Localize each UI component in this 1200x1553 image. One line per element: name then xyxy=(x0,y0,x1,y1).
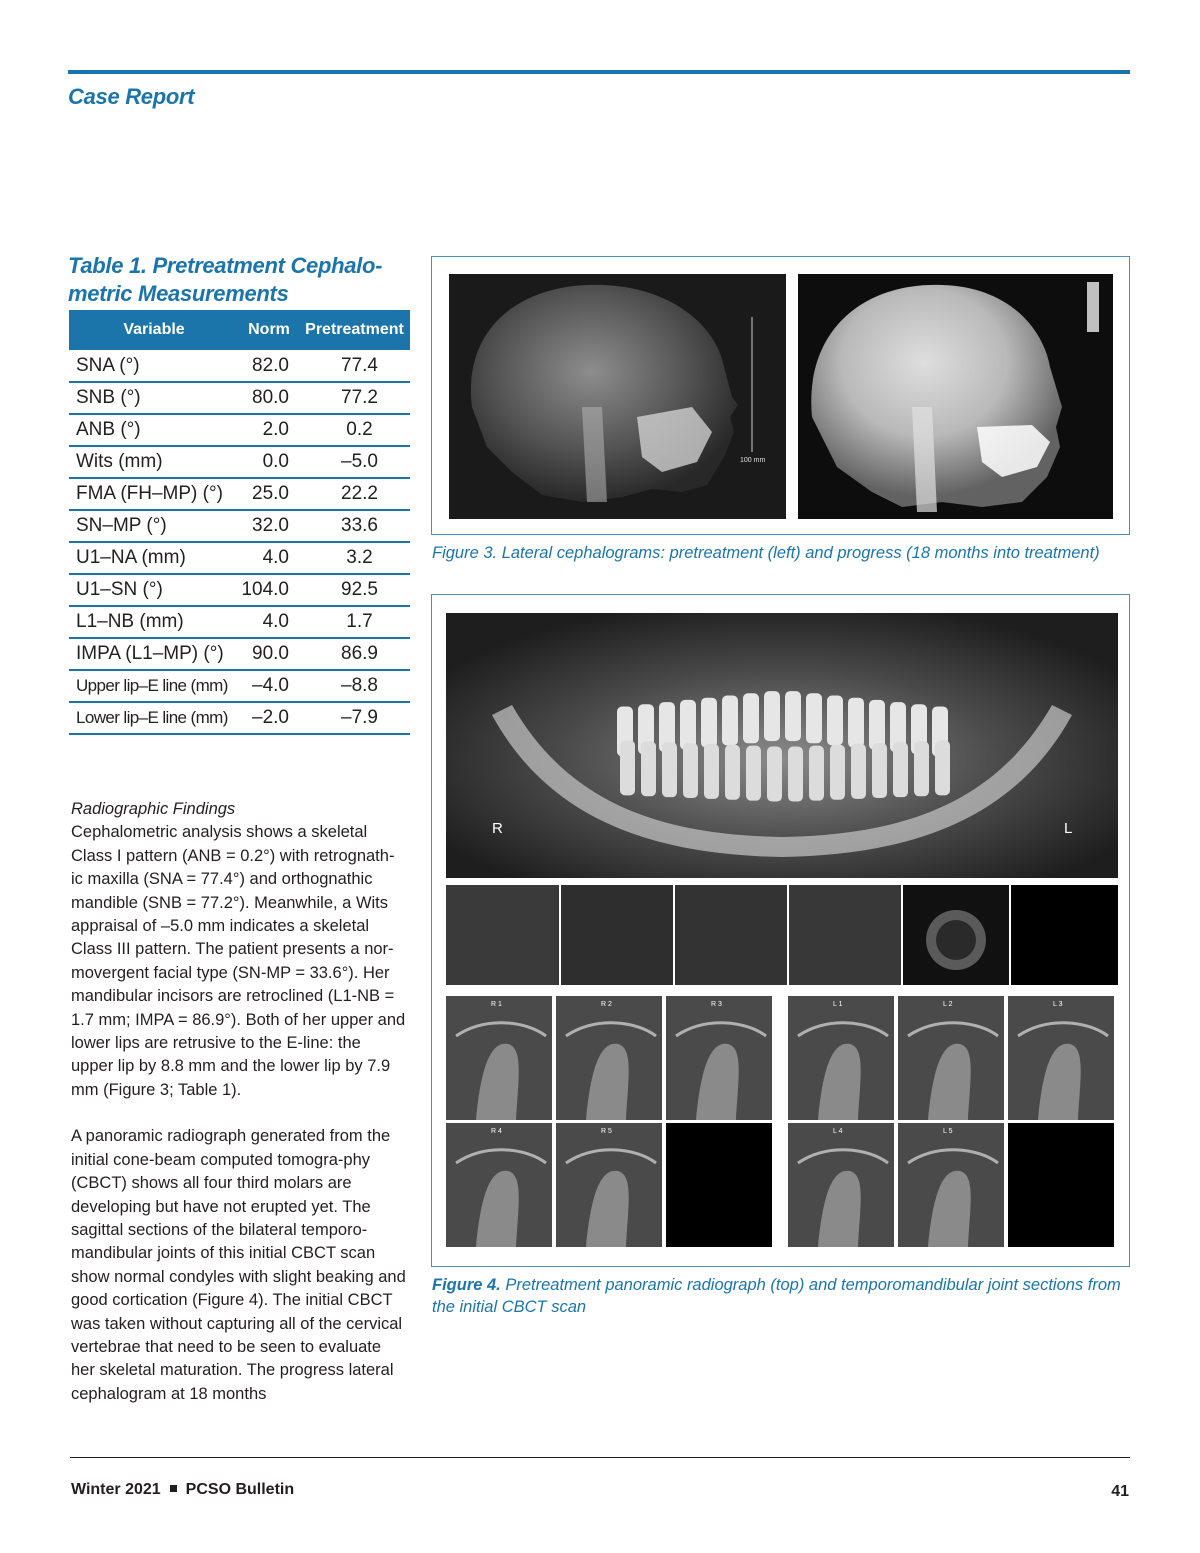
footer-issue: Winter 2021 xyxy=(71,1481,161,1498)
lower-tooth xyxy=(620,740,635,795)
table-row xyxy=(69,478,410,510)
table-row xyxy=(69,670,410,702)
table-row xyxy=(69,382,410,414)
table-row xyxy=(69,574,410,606)
progress-cephalogram xyxy=(798,274,1113,519)
cell-pretreatment: –5.0 xyxy=(299,446,410,478)
cell-variable: U1–SN (°) xyxy=(69,574,239,606)
tmj-section-label: R 5 xyxy=(601,1128,612,1135)
cell-norm: 4.0 xyxy=(239,542,299,574)
cell-variable: L1–NB (mm) xyxy=(69,606,239,638)
column-header-variable: Variable xyxy=(69,310,239,350)
tmj-section-label: L 3 xyxy=(1053,1001,1063,1008)
upper-tooth xyxy=(743,693,759,743)
upper-tooth xyxy=(764,691,780,741)
upper-tooth xyxy=(869,700,885,750)
upper-tooth xyxy=(848,698,864,748)
cell-pretreatment: 77.2 xyxy=(299,382,410,414)
table-header-row xyxy=(69,310,410,350)
tmj-section-label: L 5 xyxy=(943,1128,953,1135)
tmj-panel xyxy=(898,1123,1004,1247)
figure-4-caption-text: Pretreatment panoramic radiograph (top) and temporomandibular joint sections from the initial CBCT scan xyxy=(432,1276,1121,1316)
cell-variable: U1–NA (mm) xyxy=(69,542,239,574)
cell-norm: 82.0 xyxy=(239,350,299,382)
cell-norm: 25.0 xyxy=(239,478,299,510)
table-row xyxy=(69,606,410,638)
tmj-sections xyxy=(446,996,1114,1247)
tmj-section-label: R 1 xyxy=(491,1001,502,1008)
lower-tooth xyxy=(683,743,698,798)
lower-tooth xyxy=(914,741,929,796)
tmj-section-label: L 2 xyxy=(943,1001,953,1008)
cell-norm: –2.0 xyxy=(239,702,299,734)
upper-tooth xyxy=(806,693,822,743)
table-row xyxy=(69,542,410,574)
cell-pretreatment: 33.6 xyxy=(299,510,410,542)
cell-pretreatment: 86.9 xyxy=(299,638,410,670)
table-row xyxy=(69,350,410,382)
tmj-panel xyxy=(666,996,772,1120)
figure-3-caption: Figure 3. Lateral cephalograms: pretreatment (left) and progress (18 months into treatment) xyxy=(432,544,1100,562)
cell-norm: 104.0 xyxy=(239,574,299,606)
upper-tooth xyxy=(785,691,801,741)
table-title: Table 1. Pretreatment Cephalo-metric Measurements xyxy=(68,253,383,306)
tmj-panel xyxy=(788,1123,894,1247)
cell-variable: SNA (°) xyxy=(69,350,239,382)
tmj-section-label: L 1 xyxy=(833,1001,843,1008)
cell-norm: 80.0 xyxy=(239,382,299,414)
page-number: 41 xyxy=(1111,1483,1129,1500)
lower-tooth xyxy=(662,742,677,797)
cell-pretreatment: 92.5 xyxy=(299,574,410,606)
tmj-panel xyxy=(446,1123,552,1247)
upper-tooth xyxy=(827,696,843,746)
tmj-panel-empty xyxy=(666,1123,772,1247)
cell-variable: Wits (mm) xyxy=(69,446,239,478)
cell-variable: Lower lip–E line (mm) xyxy=(69,702,239,734)
column-header-norm: Norm xyxy=(239,310,299,350)
footer-rule xyxy=(70,1457,1130,1458)
figure-4-caption-label: Figure 4. xyxy=(432,1276,501,1294)
tmj-panel xyxy=(898,996,1004,1120)
upper-tooth xyxy=(722,696,738,746)
footer-issue-line xyxy=(71,1481,294,1499)
lower-tooth xyxy=(788,747,803,802)
tmj-panel xyxy=(1008,996,1114,1120)
figure-4-radiographs xyxy=(432,595,1128,1265)
column-header-pretreatment: Pretreatment xyxy=(299,310,410,350)
figure-4-caption xyxy=(432,1274,1132,1318)
tmj-section-label: R 4 xyxy=(491,1128,502,1135)
cell-norm: 4.0 xyxy=(239,606,299,638)
cell-pretreatment: –7.9 xyxy=(299,702,410,734)
table-row xyxy=(69,702,410,734)
table-row xyxy=(69,446,410,478)
cbct-reference-views xyxy=(446,885,1118,985)
cell-norm: 2.0 xyxy=(239,414,299,446)
cell-pretreatment: 77.4 xyxy=(299,350,410,382)
body-text-column xyxy=(71,798,406,1406)
lower-tooth xyxy=(641,741,656,796)
lower-tooth xyxy=(725,745,740,800)
cell-norm: 0.0 xyxy=(239,446,299,478)
table-row xyxy=(69,510,410,542)
lower-tooth xyxy=(872,743,887,798)
section-label: Case Report xyxy=(68,84,195,109)
cell-pretreatment: –8.8 xyxy=(299,670,410,702)
tmj-panel xyxy=(788,996,894,1120)
header-rule xyxy=(68,70,1130,74)
cell-norm: 32.0 xyxy=(239,510,299,542)
tmj-section-label: L 4 xyxy=(833,1128,843,1135)
tmj-panel-empty xyxy=(1008,1123,1114,1247)
lower-tooth xyxy=(851,744,866,799)
pretreatment-cephalogram xyxy=(449,274,786,519)
tmj-panel xyxy=(446,996,552,1120)
cell-pretreatment: 1.7 xyxy=(299,606,410,638)
table-row xyxy=(69,638,410,670)
lower-tooth xyxy=(767,747,782,802)
cephalometric-table xyxy=(69,310,410,735)
upper-tooth xyxy=(680,700,696,750)
subheading-radiographic-findings: Radiographic Findings xyxy=(71,800,236,818)
upper-tooth xyxy=(701,698,717,748)
cell-variable: ANB (°) xyxy=(69,414,239,446)
tmj-section-label: R 3 xyxy=(711,1001,722,1008)
tmj-panel xyxy=(556,996,662,1120)
cell-norm: –4.0 xyxy=(239,670,299,702)
lower-tooth xyxy=(935,740,950,795)
paragraph-cephalometric: Cephalometric analysis shows a skeletal Class I pattern (ANB = 0.2°) with retrognath-ic maxilla (SNA = 77.4°) and orthognathic mandible (SNB = 77.2°). Meanwhile, a Wits appraisal of –5.0 mm indicates a skeletal Class III pattern. The patient presents a nor-movergent facial type (SN-MP = 33.6°). Her mandibular incisors are retroclined (L1-NB = 1.7 mm; IMPA = 86.9°). Both of her upper and lower lips are retrusive to the E-line: the upper lip by 8.8 mm and the lower lip by 7.9 mm (Figure 3; Table 1). xyxy=(71,823,406,1099)
panoramic-radiograph xyxy=(446,613,1118,878)
table-body xyxy=(69,350,410,734)
cell-variable: Upper lip–E line (mm) xyxy=(69,670,239,702)
footer-publication: PCSO Bulletin xyxy=(185,1481,295,1498)
scale-label: 100 mm xyxy=(740,457,766,464)
figure-3-frame xyxy=(431,256,1130,535)
paragraph-panoramic: A panoramic radiograph generated from the initial cone-beam computed tomogra-phy (CBCT) shows all four third molars are developing but have not erupted yet. The sagittal sections of the bilateral temporo-mandibular joints of this initial CBCT scan show normal condyles with slight beaking and good cortication (Figure 4). The initial CBCT was taken without capturing all of the cervical vertebrae that need to be seen to evaluate her skeletal maturation. The progress lateral cephalogram at 18 months xyxy=(71,1127,406,1403)
pano-right-side-label: R xyxy=(492,820,503,837)
figure-4-frame xyxy=(431,594,1130,1267)
lower-tooth xyxy=(809,746,824,801)
cell-pretreatment: 22.2 xyxy=(299,478,410,510)
lower-tooth xyxy=(830,745,845,800)
lower-tooth xyxy=(893,742,908,797)
cell-pretreatment: 3.2 xyxy=(299,542,410,574)
cell-variable: IMPA (L1–MP) (°) xyxy=(69,638,239,670)
tmj-section-label: R 2 xyxy=(601,1001,612,1008)
pano-left-side-label: L xyxy=(1064,820,1073,837)
table-row xyxy=(69,414,410,446)
cell-pretreatment: 0.2 xyxy=(299,414,410,446)
cell-norm: 90.0 xyxy=(239,638,299,670)
lower-tooth xyxy=(746,746,761,801)
cell-variable: SNB (°) xyxy=(69,382,239,414)
tmj-panel xyxy=(556,1123,662,1247)
lower-tooth xyxy=(704,744,719,799)
cell-variable: SN–MP (°) xyxy=(69,510,239,542)
figure-3-cephalograms xyxy=(432,257,1128,533)
cell-variable: FMA (FH–MP) (°) xyxy=(69,478,239,510)
bullet-square-icon xyxy=(170,1485,177,1492)
